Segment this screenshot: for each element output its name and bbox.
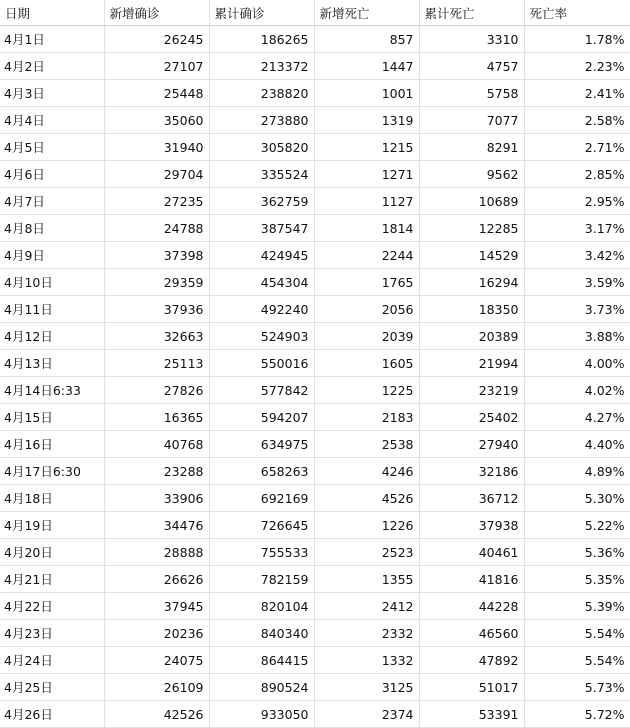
new-deaths-cell: 2523 bbox=[314, 539, 419, 566]
table-row bbox=[0, 485, 630, 512]
death-rate-cell: 4.00% bbox=[524, 350, 630, 377]
new-deaths-cell: 3125 bbox=[314, 674, 419, 701]
new-deaths-cell: 2538 bbox=[314, 431, 419, 458]
new-deaths-cell: 2374 bbox=[314, 701, 419, 728]
new-deaths-cell: 2039 bbox=[314, 323, 419, 350]
total-deaths-cell: 9562 bbox=[419, 161, 524, 188]
new-confirmed-cell: 28888 bbox=[104, 539, 209, 566]
death-rate-cell: 2.58% bbox=[524, 107, 630, 134]
death-rate-cell: 3.42% bbox=[524, 242, 630, 269]
new-confirmed-cell: 27826 bbox=[104, 377, 209, 404]
total-deaths-cell: 4757 bbox=[419, 53, 524, 80]
table-row bbox=[0, 674, 630, 701]
death-rate-cell: 3.88% bbox=[524, 323, 630, 350]
new-confirmed-cell: 26109 bbox=[104, 674, 209, 701]
total-confirmed-cell: 890524 bbox=[209, 674, 314, 701]
date-cell: 4月9日 bbox=[0, 242, 104, 269]
date-cell: 4月12日 bbox=[0, 323, 104, 350]
new-confirmed-cell: 31940 bbox=[104, 134, 209, 161]
death-rate-cell: 1.78% bbox=[524, 26, 630, 53]
table-row bbox=[0, 26, 630, 53]
total-confirmed-cell: 840340 bbox=[209, 620, 314, 647]
death-rate-cell: 4.40% bbox=[524, 431, 630, 458]
total-deaths-cell: 3310 bbox=[419, 26, 524, 53]
death-rate-cell: 3.17% bbox=[524, 215, 630, 242]
total-deaths-cell: 37938 bbox=[419, 512, 524, 539]
header-new-deaths: 新增死亡 bbox=[314, 0, 419, 26]
table-row bbox=[0, 161, 630, 188]
death-rate-cell: 5.73% bbox=[524, 674, 630, 701]
total-deaths-cell: 47892 bbox=[419, 647, 524, 674]
date-cell: 4月13日 bbox=[0, 350, 104, 377]
date-cell: 4月5日 bbox=[0, 134, 104, 161]
total-confirmed-cell: 524903 bbox=[209, 323, 314, 350]
total-deaths-cell: 21994 bbox=[419, 350, 524, 377]
new-confirmed-cell: 16365 bbox=[104, 404, 209, 431]
total-deaths-cell: 7077 bbox=[419, 107, 524, 134]
total-confirmed-cell: 273880 bbox=[209, 107, 314, 134]
date-cell: 4月18日 bbox=[0, 485, 104, 512]
total-deaths-cell: 14529 bbox=[419, 242, 524, 269]
total-deaths-cell: 5758 bbox=[419, 80, 524, 107]
total-confirmed-cell: 492240 bbox=[209, 296, 314, 323]
new-deaths-cell: 1225 bbox=[314, 377, 419, 404]
total-deaths-cell: 12285 bbox=[419, 215, 524, 242]
new-confirmed-cell: 32663 bbox=[104, 323, 209, 350]
table-row bbox=[0, 107, 630, 134]
total-deaths-cell: 20389 bbox=[419, 323, 524, 350]
date-cell: 4月16日 bbox=[0, 431, 104, 458]
new-confirmed-cell: 42526 bbox=[104, 701, 209, 728]
new-confirmed-cell: 37945 bbox=[104, 593, 209, 620]
table-row bbox=[0, 620, 630, 647]
new-confirmed-cell: 24075 bbox=[104, 647, 209, 674]
death-rate-cell: 5.35% bbox=[524, 566, 630, 593]
total-deaths-cell: 23219 bbox=[419, 377, 524, 404]
new-deaths-cell: 2183 bbox=[314, 404, 419, 431]
death-rate-cell: 2.95% bbox=[524, 188, 630, 215]
date-cell: 4月24日 bbox=[0, 647, 104, 674]
date-cell: 4月4日 bbox=[0, 107, 104, 134]
total-confirmed-cell: 550016 bbox=[209, 350, 314, 377]
new-confirmed-cell: 40768 bbox=[104, 431, 209, 458]
date-cell: 4月1日 bbox=[0, 26, 104, 53]
total-confirmed-cell: 726645 bbox=[209, 512, 314, 539]
total-confirmed-cell: 820104 bbox=[209, 593, 314, 620]
total-confirmed-cell: 577842 bbox=[209, 377, 314, 404]
new-deaths-cell: 2056 bbox=[314, 296, 419, 323]
death-rate-cell: 3.73% bbox=[524, 296, 630, 323]
new-confirmed-cell: 23288 bbox=[104, 458, 209, 485]
death-rate-cell: 3.59% bbox=[524, 269, 630, 296]
death-rate-cell: 4.27% bbox=[524, 404, 630, 431]
new-deaths-cell: 4246 bbox=[314, 458, 419, 485]
death-rate-cell: 5.72% bbox=[524, 701, 630, 728]
date-cell: 4月25日 bbox=[0, 674, 104, 701]
death-rate-cell: 2.71% bbox=[524, 134, 630, 161]
new-confirmed-cell: 37936 bbox=[104, 296, 209, 323]
death-rate-cell: 4.02% bbox=[524, 377, 630, 404]
total-confirmed-cell: 782159 bbox=[209, 566, 314, 593]
total-deaths-cell: 16294 bbox=[419, 269, 524, 296]
table-row bbox=[0, 350, 630, 377]
table-row bbox=[0, 566, 630, 593]
total-confirmed-cell: 335524 bbox=[209, 161, 314, 188]
new-deaths-cell: 1814 bbox=[314, 215, 419, 242]
new-confirmed-cell: 35060 bbox=[104, 107, 209, 134]
date-cell: 4月19日 bbox=[0, 512, 104, 539]
table-row bbox=[0, 647, 630, 674]
header-row bbox=[0, 0, 630, 26]
new-confirmed-cell: 27107 bbox=[104, 53, 209, 80]
date-cell: 4月20日 bbox=[0, 539, 104, 566]
new-confirmed-cell: 24788 bbox=[104, 215, 209, 242]
date-cell: 4月22日 bbox=[0, 593, 104, 620]
table-row bbox=[0, 215, 630, 242]
header-total-confirmed: 累计确诊 bbox=[209, 0, 314, 26]
new-confirmed-cell: 37398 bbox=[104, 242, 209, 269]
date-cell: 4月2日 bbox=[0, 53, 104, 80]
table-body bbox=[0, 26, 630, 728]
table-row bbox=[0, 296, 630, 323]
total-deaths-cell: 44228 bbox=[419, 593, 524, 620]
new-confirmed-cell: 33906 bbox=[104, 485, 209, 512]
new-confirmed-cell: 29359 bbox=[104, 269, 209, 296]
death-rate-cell: 5.36% bbox=[524, 539, 630, 566]
table-row bbox=[0, 404, 630, 431]
total-confirmed-cell: 387547 bbox=[209, 215, 314, 242]
table-row bbox=[0, 134, 630, 161]
table-row bbox=[0, 512, 630, 539]
table-row bbox=[0, 323, 630, 350]
date-cell: 4月15日 bbox=[0, 404, 104, 431]
total-confirmed-cell: 362759 bbox=[209, 188, 314, 215]
total-confirmed-cell: 238820 bbox=[209, 80, 314, 107]
total-confirmed-cell: 634975 bbox=[209, 431, 314, 458]
date-cell: 4月6日 bbox=[0, 161, 104, 188]
table-row bbox=[0, 242, 630, 269]
header-date: 日期 bbox=[0, 0, 104, 26]
total-deaths-cell: 41816 bbox=[419, 566, 524, 593]
total-confirmed-cell: 755533 bbox=[209, 539, 314, 566]
header-total-deaths: 累计死亡 bbox=[419, 0, 524, 26]
death-rate-cell: 5.30% bbox=[524, 485, 630, 512]
total-confirmed-cell: 305820 bbox=[209, 134, 314, 161]
new-confirmed-cell: 26245 bbox=[104, 26, 209, 53]
total-deaths-cell: 25402 bbox=[419, 404, 524, 431]
total-confirmed-cell: 424945 bbox=[209, 242, 314, 269]
new-confirmed-cell: 26626 bbox=[104, 566, 209, 593]
date-cell: 4月14日6:33 bbox=[0, 377, 104, 404]
new-deaths-cell: 1447 bbox=[314, 53, 419, 80]
total-confirmed-cell: 213372 bbox=[209, 53, 314, 80]
death-rate-cell: 2.23% bbox=[524, 53, 630, 80]
new-confirmed-cell: 25448 bbox=[104, 80, 209, 107]
new-deaths-cell: 4526 bbox=[314, 485, 419, 512]
new-deaths-cell: 1605 bbox=[314, 350, 419, 377]
new-deaths-cell: 1226 bbox=[314, 512, 419, 539]
table-row bbox=[0, 53, 630, 80]
table-row bbox=[0, 458, 630, 485]
death-rate-cell: 2.41% bbox=[524, 80, 630, 107]
new-deaths-cell: 1127 bbox=[314, 188, 419, 215]
new-deaths-cell: 1319 bbox=[314, 107, 419, 134]
total-deaths-cell: 10689 bbox=[419, 188, 524, 215]
death-rate-cell: 5.54% bbox=[524, 647, 630, 674]
table-row bbox=[0, 539, 630, 566]
date-cell: 4月11日 bbox=[0, 296, 104, 323]
new-confirmed-cell: 29704 bbox=[104, 161, 209, 188]
date-cell: 4月21日 bbox=[0, 566, 104, 593]
total-deaths-cell: 53391 bbox=[419, 701, 524, 728]
table-row bbox=[0, 269, 630, 296]
table-row bbox=[0, 701, 630, 728]
date-cell: 4月7日 bbox=[0, 188, 104, 215]
date-cell: 4月10日 bbox=[0, 269, 104, 296]
date-cell: 4月3日 bbox=[0, 80, 104, 107]
new-deaths-cell: 1765 bbox=[314, 269, 419, 296]
date-cell: 4月26日 bbox=[0, 701, 104, 728]
table-row bbox=[0, 188, 630, 215]
new-confirmed-cell: 20236 bbox=[104, 620, 209, 647]
total-confirmed-cell: 864415 bbox=[209, 647, 314, 674]
total-deaths-cell: 46560 bbox=[419, 620, 524, 647]
total-deaths-cell: 18350 bbox=[419, 296, 524, 323]
date-cell: 4月23日 bbox=[0, 620, 104, 647]
total-confirmed-cell: 692169 bbox=[209, 485, 314, 512]
total-confirmed-cell: 186265 bbox=[209, 26, 314, 53]
death-rate-cell: 2.85% bbox=[524, 161, 630, 188]
death-rate-cell: 4.89% bbox=[524, 458, 630, 485]
new-deaths-cell: 1215 bbox=[314, 134, 419, 161]
new-deaths-cell: 2332 bbox=[314, 620, 419, 647]
header-death-rate: 死亡率 bbox=[524, 0, 630, 26]
date-cell: 4月17日6:30 bbox=[0, 458, 104, 485]
total-confirmed-cell: 594207 bbox=[209, 404, 314, 431]
total-deaths-cell: 36712 bbox=[419, 485, 524, 512]
header-new-confirmed: 新增确诊 bbox=[104, 0, 209, 26]
death-rate-cell: 5.54% bbox=[524, 620, 630, 647]
new-deaths-cell: 2244 bbox=[314, 242, 419, 269]
total-deaths-cell: 27940 bbox=[419, 431, 524, 458]
table-row bbox=[0, 593, 630, 620]
new-deaths-cell: 857 bbox=[314, 26, 419, 53]
total-deaths-cell: 40461 bbox=[419, 539, 524, 566]
new-confirmed-cell: 34476 bbox=[104, 512, 209, 539]
total-confirmed-cell: 658263 bbox=[209, 458, 314, 485]
new-confirmed-cell: 25113 bbox=[104, 350, 209, 377]
table-row bbox=[0, 377, 630, 404]
total-deaths-cell: 32186 bbox=[419, 458, 524, 485]
new-deaths-cell: 1332 bbox=[314, 647, 419, 674]
death-rate-cell: 5.39% bbox=[524, 593, 630, 620]
death-rate-cell: 5.22% bbox=[524, 512, 630, 539]
date-cell: 4月8日 bbox=[0, 215, 104, 242]
table-row bbox=[0, 80, 630, 107]
new-deaths-cell: 2412 bbox=[314, 593, 419, 620]
new-deaths-cell: 1271 bbox=[314, 161, 419, 188]
total-confirmed-cell: 454304 bbox=[209, 269, 314, 296]
total-confirmed-cell: 933050 bbox=[209, 701, 314, 728]
total-deaths-cell: 8291 bbox=[419, 134, 524, 161]
new-deaths-cell: 1001 bbox=[314, 80, 419, 107]
table-row bbox=[0, 431, 630, 458]
new-deaths-cell: 1355 bbox=[314, 566, 419, 593]
new-confirmed-cell: 27235 bbox=[104, 188, 209, 215]
total-deaths-cell: 51017 bbox=[419, 674, 524, 701]
